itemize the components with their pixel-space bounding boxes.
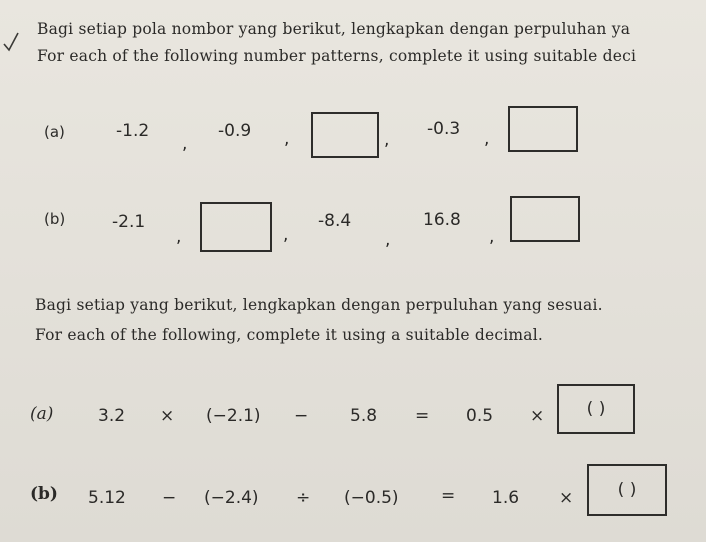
operand: 5.8 <box>350 406 378 426</box>
answer-box[interactable]: ( ) <box>557 384 635 434</box>
equals-sign: = <box>415 406 430 426</box>
instruction-english-2: For each of the following, complete it using a suitable decimal. <box>35 326 543 344</box>
sequence-term: 16.8 <box>423 210 461 230</box>
operator: − <box>294 406 309 426</box>
separator-comma: , <box>284 129 290 149</box>
operator: − <box>162 488 177 508</box>
answer-box[interactable] <box>510 196 580 242</box>
operand: (−2.1) <box>206 406 261 426</box>
instruction-malay-2: Bagi setiap yang berikut, lengkapkan dengan perpuluhan yang sesuai. <box>35 296 603 314</box>
operator: × <box>160 406 175 426</box>
sequence-term: -0.3 <box>427 119 461 139</box>
separator-comma: , <box>384 130 390 150</box>
operand: 1.6 <box>492 488 520 508</box>
equals-sign: = <box>441 486 456 506</box>
operator: × <box>530 406 545 426</box>
row-label-b: (b) <box>30 484 58 504</box>
sequence-term: -8.4 <box>318 211 352 231</box>
sequence-term: -2.1 <box>112 212 146 232</box>
answer-box[interactable] <box>508 106 578 152</box>
separator-comma: , <box>283 225 289 245</box>
separator-comma: , <box>489 227 495 247</box>
separator-comma: , <box>385 230 391 250</box>
row-label-a: (a) <box>30 404 54 424</box>
answer-box[interactable] <box>311 112 379 158</box>
operand: 0.5 <box>466 406 494 426</box>
check-mark-icon <box>2 30 20 54</box>
row-label-b: (b) <box>44 210 66 228</box>
operand: 5.12 <box>88 488 126 508</box>
operator: ÷ <box>296 488 311 508</box>
instruction-english-1: For each of the following number patterns, complete it using suitable deci <box>37 47 637 65</box>
instruction-malay-1: Bagi setiap pola nombor yang berikut, lengkapkan dengan perpuluhan ya <box>37 20 631 38</box>
separator-comma: , <box>176 227 182 247</box>
separator-comma: , <box>182 134 188 154</box>
sequence-term: -1.2 <box>116 121 150 141</box>
operator: × <box>559 488 574 508</box>
sequence-term: -0.9 <box>218 121 252 141</box>
operand: (−2.4) <box>204 488 259 508</box>
operand: (−0.5) <box>344 488 399 508</box>
separator-comma: , <box>484 129 490 149</box>
answer-box[interactable]: ( ) <box>587 464 667 516</box>
operand: 3.2 <box>98 406 126 426</box>
answer-box[interactable] <box>200 202 272 252</box>
row-label-a: (a) <box>44 123 65 141</box>
